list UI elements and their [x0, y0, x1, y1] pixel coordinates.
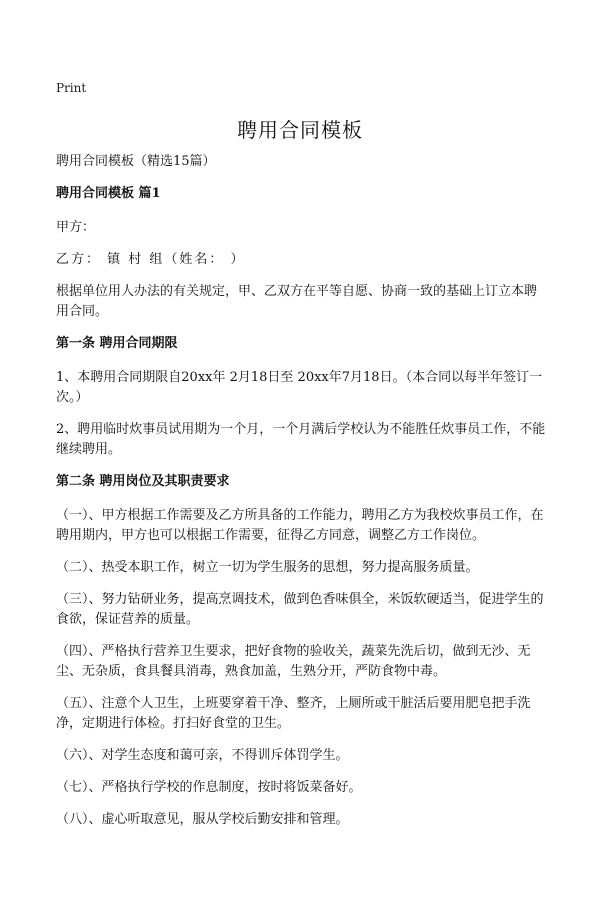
document-body	[56, 152, 548, 842]
intro-paragraph: 根据单位用人办法的有关规定，甲、乙双方在平等自愿、协商一致的基础上订立本聘用合同。	[56, 284, 538, 319]
document-subtitle: 聘用合同模板（精选15篇）	[56, 154, 216, 169]
article-2-item-7: （七）、严格执行学校的作息制度，按时将饭菜备好。	[56, 780, 362, 795]
article-2-title: 第二条 聘用岗位及其职责要求	[56, 474, 230, 489]
party-b-line: 乙方： 镇 村 组（姓名： ）	[56, 252, 246, 267]
article-2-item-3: （三）、努力钻研业务，提高烹调技术，做到色香味俱全，米饭软硬适当，促进学生的食欲，保证营养的质量。	[56, 592, 544, 627]
section-title: 聘用合同模板 篇1	[56, 186, 161, 201]
article-1-item-1: 1、本聘用合同期限自20xx年 2月18日至 20xx年7月18日。（本合同以每半年签订一次。）	[56, 370, 543, 405]
article-2-item-1: （一）、甲方根据工作需要及乙方所具备的工作能力，聘用乙方为我校炊事员工作，在聘用期内，甲方也可以根据工作需要，征得乙方同意，调整乙方工作岗位。	[56, 508, 544, 543]
document-title: 聘用合同模板	[237, 118, 363, 142]
article-2-item-8: （八）、虚心听取意见，服从学校后勤安排和管理。	[56, 812, 349, 827]
article-1-item-2: 2、聘用临时炊事员试用期为一个月，一个月满后学校认为不能胜任炊事员工作，不能继续聘用。	[56, 422, 546, 457]
article-2-item-2: （二）、热受本职工作，树立一切为学生服务的思想，努力提高服务质量。	[56, 560, 479, 575]
article-1-title: 第一条 聘用合同期限	[56, 336, 178, 351]
article-2-item-5: （五）、注意个人卫生，上班要穿着干净、整齐，上厕所或干脏活后要用肥皂把手洗净，定期进行体检。打扫好食堂的卫生。	[56, 696, 531, 731]
party-a-line: 甲方：	[56, 220, 96, 235]
article-2-item-6: （六）、对学生态度和蔼可亲，不得训斥体罚学生。	[56, 748, 349, 763]
article-2-item-4: （四）、严格执行营养卫生要求，把好食物的验收关，蔬菜先洗后切，做到无沙、无尘、无杂质，食具餐具消毒，熟食加盖，生熟分开，严防食物中毒。	[56, 644, 531, 679]
print-link[interactable]: Print	[56, 81, 87, 95]
